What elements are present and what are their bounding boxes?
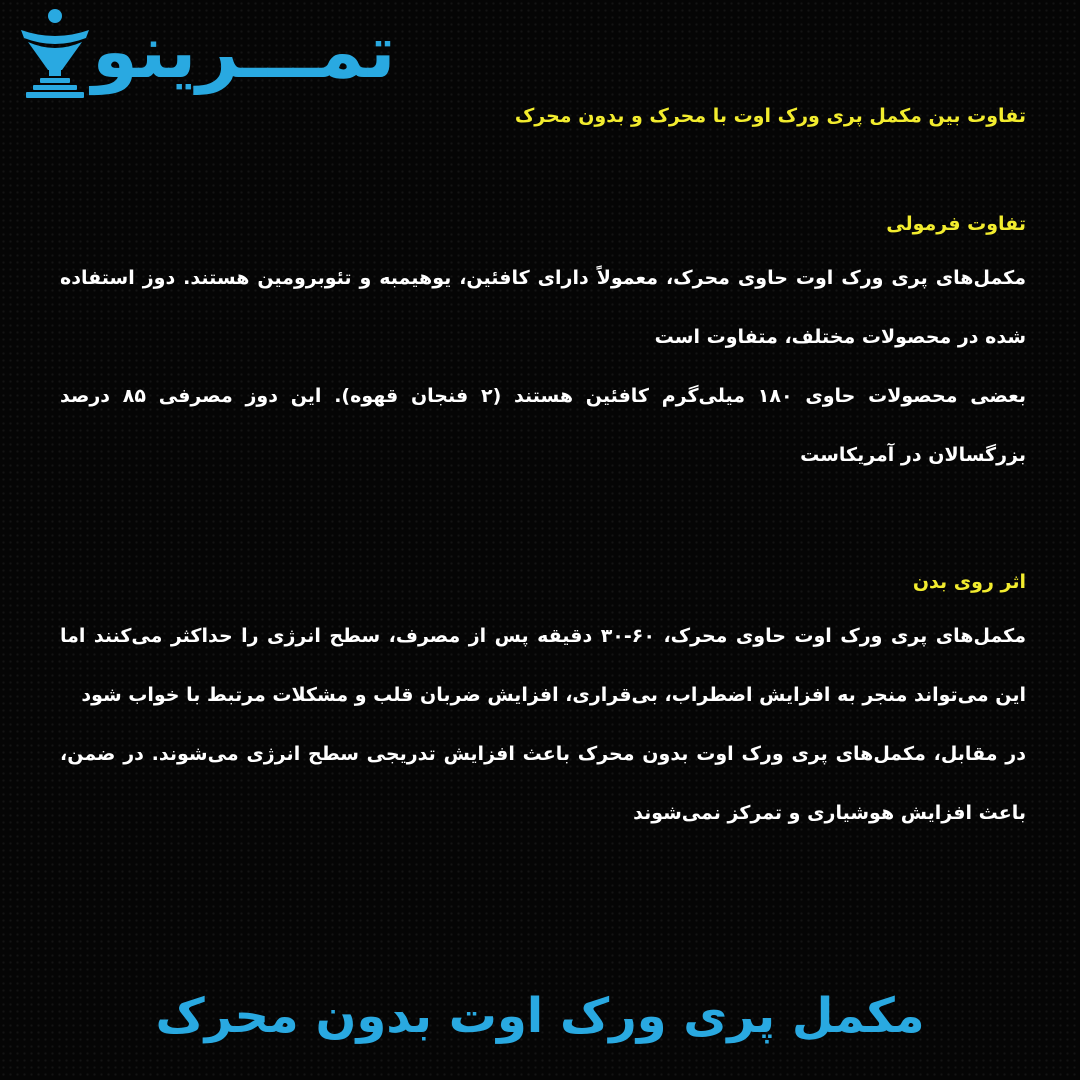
footer-title: مکمل پری ورک اوت بدون محرک <box>155 988 925 1044</box>
section-heading-formula: تفاوت فرمولی <box>886 213 1026 235</box>
trophy-icon <box>18 8 92 100</box>
logo-wordmark: تمـــرینو <box>92 9 396 95</box>
brand-logo <box>18 8 438 100</box>
section-text-body-effect: مکمل‌های پری ورک اوت حاوی محرک، ۶۰-۳۰ دقیقه پس از مصرف، سطح انرژی را حداکثر می‌کنند اما این می‌تواند منجر به افزایش اضطراب، بی‌قراری، افزایش ضربان قلب و مشکلات مرتبط با خواب شود در مقابل، مکمل‌های پری ورک اوت بدون محرک باعث افزایش تدریجی سطح انرژی می‌شوند. در ضمن، باعث افزایش هوشیاری و تمرکز نمی‌شوند <box>60 625 1026 824</box>
section-heading-body-effect: اثر روی بدن <box>912 571 1026 593</box>
article <box>60 92 1026 843</box>
section-text-formula: مکمل‌های پری ورک اوت حاوی محرک، معمولاً دارای کافئین، یوهیمبه و تئوبرومین هستند. دوز استفاده شده در محصولات مختلف، متفاوت است بعضی محصولات حاوی ۱۸۰ میلی‌گرم کافئین هستند (۲ فنجان قهوه). این دوز مصرفی ۸۵ درصد بزرگسالان در آمریکاست <box>60 267 1027 466</box>
article-title: تفاوت بین مکمل پری ورک اوت با محرک و بدون محرک <box>514 105 1026 127</box>
